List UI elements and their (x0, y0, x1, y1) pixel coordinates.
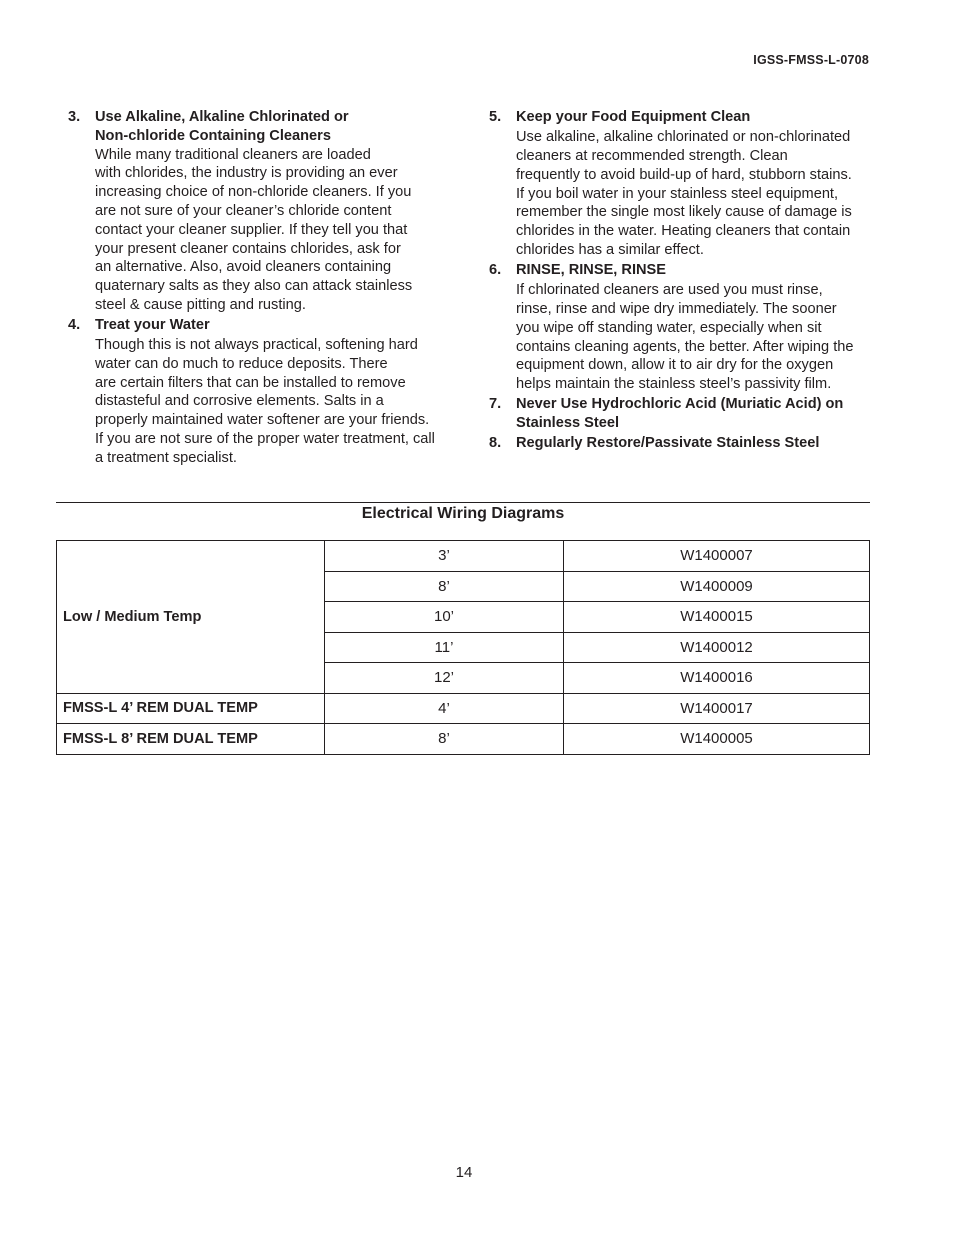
table-cell-size: 4’ (325, 693, 564, 724)
text-line: If you boil water in your stainless steel equipment, (516, 185, 839, 202)
list-item-title: Regularly Restore/Passivate Stainless Steel (516, 435, 820, 452)
list-item-title: Treat your Water (95, 316, 210, 333)
table-cell-size: 8’ (325, 571, 564, 602)
list-item-title: RINSE, RINSE, RINSE (516, 261, 667, 278)
list-item-title: Stainless Steel (516, 414, 620, 431)
text-line: steel & cause pitting and rusting. (95, 296, 306, 313)
text-line: Though this is not always practical, softening hard (95, 337, 418, 354)
table-cell-part-number: W1400015 (564, 602, 870, 633)
text-line: While many traditional cleaners are loaded (95, 146, 371, 163)
list-item-title: Non-chloride Containing Cleaners (95, 127, 331, 144)
table-cell-part-number: W1400005 (564, 724, 870, 755)
list-item-4 (68, 316, 458, 468)
list-item-body (516, 281, 874, 394)
list-item-7 (489, 395, 874, 434)
text-line: chlorides in the water. Heating cleaners that contain (516, 223, 851, 240)
list-item-title: Keep your Food Equipment Clean (516, 109, 751, 125)
list-item-title: Never Use Hydrochloric Acid (Muriatic Acid) on (516, 395, 844, 412)
text-line: are not sure of your cleaner’s chloride content (95, 202, 392, 219)
text-line: Use alkaline, alkaline chlorinated or non-chlorinated (516, 129, 851, 146)
document-id: IGSS-FMSS-L-0708 (753, 53, 869, 67)
text-line: remember the single most likely cause of damage is (516, 204, 852, 221)
list-number: 4. (68, 316, 81, 333)
table-row (57, 693, 870, 724)
table-group-label: Low / Medium Temp (57, 541, 325, 694)
table-cell-size: 12’ (325, 663, 564, 694)
list-item-body (95, 146, 458, 315)
text-line: with chlorides, the industry is providing an ever (95, 165, 398, 182)
text-line: water can do much to reduce deposits. There (95, 355, 388, 372)
list-number: 5. (489, 109, 502, 125)
text-line: quaternary salts as they also can attack stainless (95, 278, 413, 295)
text-line: are certain filters that can be installed to remove (95, 374, 406, 391)
table-cell-size: 10’ (325, 602, 564, 633)
text-line: helps maintain the stainless steel’s passivity film. (516, 376, 832, 393)
list-number: 8. (489, 435, 502, 452)
list-item-title: Use Alkaline, Alkaline Chlorinated or (95, 109, 349, 125)
table-cell-part-number: W1400017 (564, 693, 870, 724)
text-line: increasing choice of non-chloride cleaners. If you (95, 184, 412, 201)
list-number: 3. (68, 109, 81, 125)
text-line: frequently to avoid build-up of hard, stubborn stains. (516, 166, 852, 183)
table-cell-size: 8’ (325, 724, 564, 755)
text-line: rinse, rinse and wipe dry immediately. The sooner (516, 300, 837, 317)
page-number: 14 (455, 1164, 473, 1181)
text-line: contact your cleaner supplier. If they tell you that (95, 221, 408, 238)
text-line: equipment down, allow it to air dry for the oxygen (516, 357, 834, 374)
text-line: an alternative. Also, avoid cleaners containing (95, 259, 392, 276)
left-column (68, 108, 458, 469)
table-cell-part-number: W1400009 (564, 571, 870, 602)
table-row (57, 724, 870, 755)
table-group-label: FMSS-L 4’ REM DUAL TEMP (57, 693, 325, 724)
text-line: you wipe off standing water, especially when sit (516, 319, 822, 336)
table-cell-size: 3’ (325, 541, 564, 572)
table-cell-part-number: W1400007 (564, 541, 870, 572)
text-line: If chlorinated cleaners are used you must rinse, (516, 282, 823, 299)
text-line: a treatment specialist. (95, 449, 237, 466)
text-line: contains cleaning agents, the better. After wiping the (516, 338, 854, 355)
list-number: 6. (489, 261, 502, 278)
list-number: 7. (489, 395, 502, 412)
wiring-diagram-table (56, 540, 870, 755)
list-item-5 (489, 108, 874, 260)
text-line: If you are not sure of the proper water treatment, call (95, 431, 435, 448)
list-item-8 (489, 434, 874, 453)
text-line: your present cleaner contains chlorides, ask for (95, 240, 401, 257)
list-item-body (95, 336, 458, 468)
list-item-6 (489, 261, 874, 394)
table-cell-size: 11’ (325, 632, 564, 663)
right-column (489, 108, 874, 453)
list-item-body (516, 128, 874, 260)
table-row (57, 541, 870, 572)
text-line: properly maintained water softener are your friends. (95, 412, 430, 429)
list-item-3 (68, 108, 458, 315)
text-line: cleaners at recommended strength. Clean (516, 148, 788, 165)
text-line: chlorides has a similar effect. (516, 242, 704, 259)
table-cell-part-number: W1400016 (564, 663, 870, 694)
section-title: Electrical Wiring Diagrams (361, 505, 565, 522)
table-group-label: FMSS-L 8’ REM DUAL TEMP (57, 724, 325, 755)
section-divider (56, 502, 870, 503)
table-cell-part-number: W1400012 (564, 632, 870, 663)
text-line: distasteful and corrosive elements. Salts in a (95, 393, 384, 410)
